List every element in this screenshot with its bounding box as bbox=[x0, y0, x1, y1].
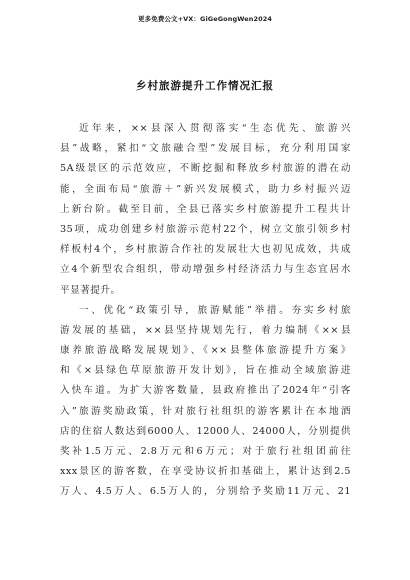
text-line: 康养旅游战略发展规划》、《××县整体旅游提升方案》 bbox=[60, 345, 351, 357]
text-line: xxx景区的游客数，在享受协议折扣基础上，累计达到2.5 bbox=[60, 466, 351, 478]
text-line: 县”战略，紧扣“文旅融合型”发展目标，充分利用国家 bbox=[60, 143, 351, 155]
text-line: 入快车道。为扩大游客数量，县政府推出了2024年“引客 bbox=[60, 385, 351, 397]
text-line: 入”旅游奖励政策，针对旅行社组织的游客累计在本地酒 bbox=[60, 405, 351, 417]
text-line: 奖补1.5万元、2.8万元和6万元；对于旅行社组团前往 bbox=[60, 446, 351, 457]
text-line: 上新台阶。截至目前，全县已落实乡村旅游提升工程共计 bbox=[60, 203, 351, 215]
text-line: 一、优化“政策引导，旅游赋能”举措。夯实乡村旅 bbox=[79, 304, 351, 316]
header-watermark-text: 更多免费公文+VX：GiGeGongWen2024 bbox=[138, 15, 272, 23]
document-title: 乡村旅游提升工作情况汇报 bbox=[136, 80, 274, 92]
text-line: 万人、4.5万人、6.5万人的，分别给予奖励11万元、21 bbox=[60, 486, 351, 498]
text-line: 样板村4个，乡村旅游合作社的发展壮大也初见成效，共成 bbox=[60, 244, 351, 256]
text-line: 游发展的基础，××县坚持规划先行，着力编制《××县 bbox=[60, 324, 351, 336]
text-line: 平显著提升。 bbox=[60, 284, 121, 296]
text-line: 5A级景区的示范效应，不断挖掘和释放乡村旅游的潜在动 bbox=[60, 163, 351, 175]
text-line: 立4个新型农合组织，带动增强乡村经济活力与生态宜居水 bbox=[60, 264, 351, 276]
document-body bbox=[60, 119, 351, 503]
text-line: 近年来，××县深入贯彻落实“生态优先、旅游兴 bbox=[79, 123, 351, 134]
text-line: 和《×县绿色草原旅游开发计划》，旨在推动全域旅游进 bbox=[60, 365, 351, 377]
text-line: 店的住宿人数达到6000人、12000人、24000人，分别提供 bbox=[60, 425, 351, 437]
text-line: 35项，成功创建乡村旅游示范村22个，树立文旅引领乡村 bbox=[60, 223, 351, 235]
text-line: 能，全面布局“旅游＋”新兴发展模式，助力乡村振兴迈 bbox=[60, 183, 351, 195]
